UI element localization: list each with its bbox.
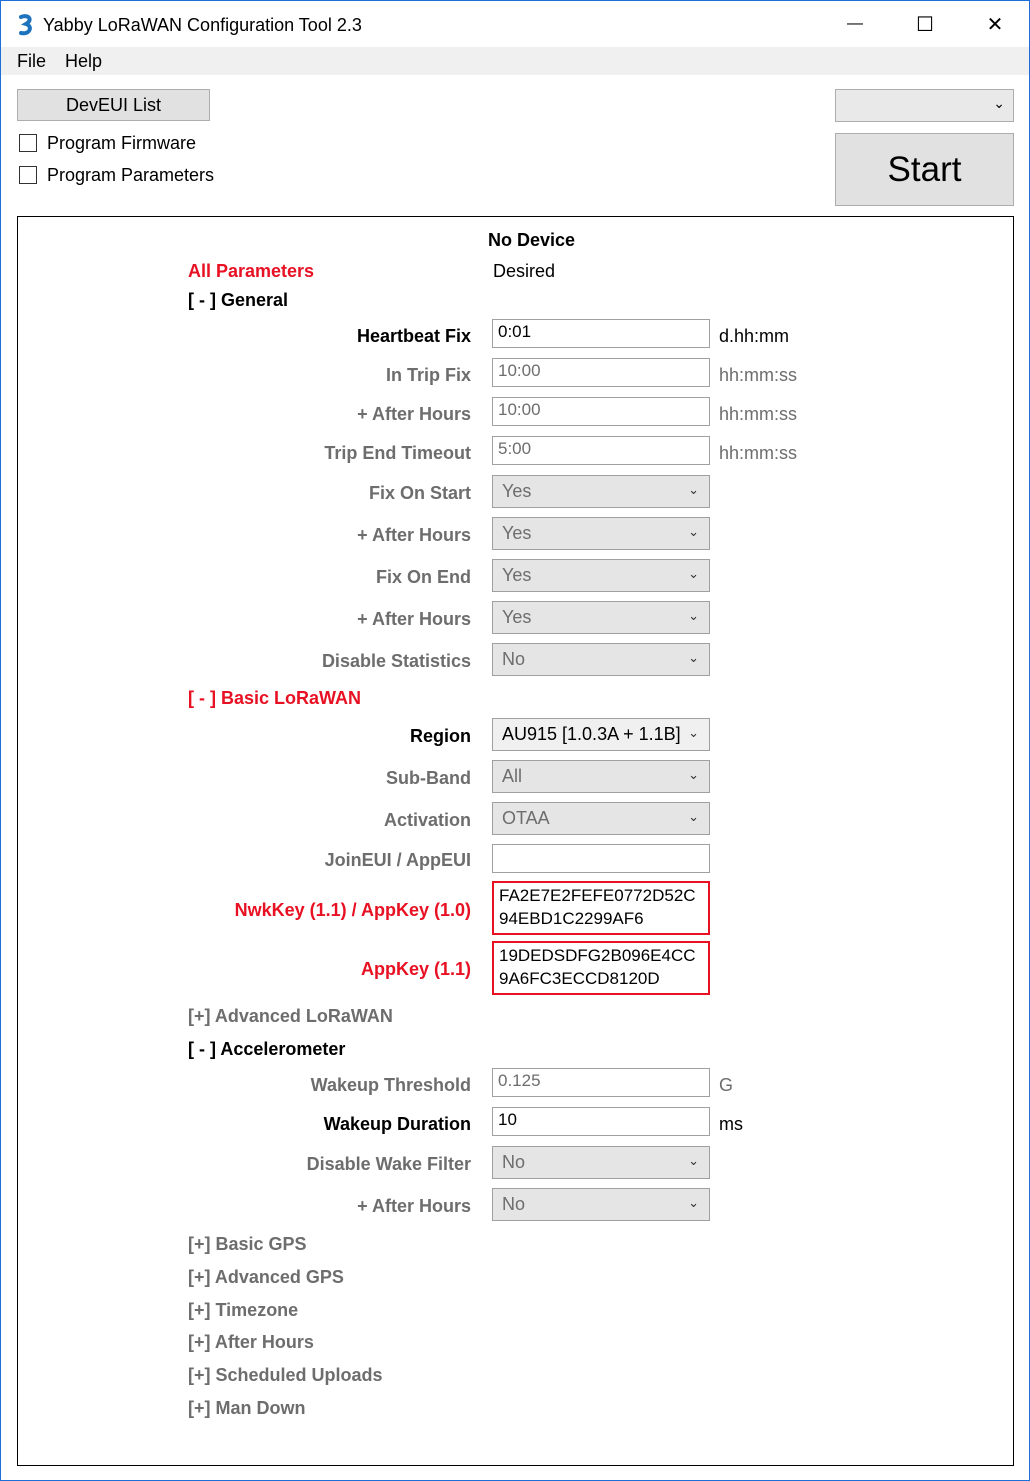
heartbeat-fix-input[interactable]: 0:01 <box>492 319 710 348</box>
fix-on-end-after-hours-label: + After Hours <box>357 609 471 629</box>
in-trip-after-hours-input[interactable]: 10:00 <box>492 397 710 426</box>
title-bar[interactable] <box>1 1 1029 47</box>
section-advanced-gps-toggle[interactable]: [+] Advanced GPS <box>188 1267 344 1287</box>
menu-bar <box>1 47 1029 75</box>
trip-end-timeout-label: Trip End Timeout <box>324 443 471 463</box>
fix-on-end-after-hours-value: Yes <box>502 607 532 627</box>
chevron-down-icon: ⌄ <box>688 524 699 539</box>
sub-band-value: All <box>502 766 523 786</box>
sub-band-select[interactable] <box>492 760 710 793</box>
program-firmware-row[interactable] <box>19 132 196 154</box>
parameter-panel[interactable] <box>17 216 1014 1466</box>
chevron-down-icon: ⌄ <box>688 767 699 782</box>
section-general-toggle[interactable]: [ - ] General <box>188 290 289 310</box>
wakeup-threshold-label: Wakeup Threshold <box>310 1075 471 1095</box>
section-scheduled-uploads-toggle[interactable]: [+] Scheduled Uploads <box>188 1365 383 1385</box>
window-title: Yabby LoRaWAN Configuration Tool 2.3 <box>43 15 362 35</box>
nwkkey-input[interactable]: FA2E7E2FEFE0772D52C94EBD1C2299AF6 <box>492 881 710 935</box>
section-after-hours-toggle[interactable]: [+] After Hours <box>188 1332 314 1352</box>
section-basic-gps-toggle[interactable]: [+] Basic GPS <box>188 1234 307 1254</box>
section-man-down-toggle[interactable]: [+] Man Down <box>188 1398 306 1418</box>
activation-value: OTAA <box>502 808 550 828</box>
nwkkey-label: NwkKey (1.1) / AppKey (1.0) <box>234 900 471 920</box>
region-label: Region <box>410 726 471 746</box>
desired-column-header: Desired <box>493 261 556 281</box>
maximize-button[interactable] <box>891 1 959 47</box>
yabby-logo-icon <box>17 14 35 36</box>
wake-filter-after-hours-value: No <box>502 1194 526 1214</box>
program-parameters-checkbox[interactable] <box>19 166 37 184</box>
device-title: No Device <box>488 230 576 250</box>
joineui-input[interactable] <box>492 844 710 873</box>
fix-on-start-select[interactable] <box>492 475 710 508</box>
wakeup-duration-unit: ms <box>719 1114 743 1134</box>
wake-filter-after-hours-label: + After Hours <box>357 1196 471 1216</box>
disable-wake-filter-value: No <box>502 1152 526 1172</box>
fix-on-end-after-hours-select[interactable] <box>492 601 710 634</box>
fix-on-end-select[interactable] <box>492 559 710 592</box>
sub-band-label: Sub-Band <box>386 768 471 788</box>
disable-statistics-value: No <box>502 649 526 669</box>
appkey-input[interactable]: 19DEDSDFG2B096E4CC9A6FC3ECCD8120D <box>492 941 710 995</box>
heartbeat-fix-unit: d.hh:mm <box>719 326 790 346</box>
wakeup-duration-input[interactable]: 10 <box>492 1107 710 1136</box>
fix-on-end-label: Fix On End <box>375 567 471 587</box>
wakeup-threshold-input[interactable]: 0.125 <box>492 1068 710 1097</box>
in-trip-after-hours-unit: hh:mm:ss <box>719 404 798 424</box>
chevron-down-icon: ⌄ <box>688 725 699 740</box>
in-trip-fix-label: In Trip Fix <box>385 365 471 385</box>
disable-statistics-label: Disable Statistics <box>321 651 471 671</box>
section-timezone-toggle[interactable]: [+] Timezone <box>188 1300 299 1320</box>
section-basic-lorawan-toggle[interactable]: [ - ] Basic LoRaWAN <box>188 688 362 708</box>
chevron-down-icon: ⌄ <box>688 1195 699 1210</box>
trip-end-timeout-input[interactable]: 5:00 <box>492 436 710 465</box>
chevron-down-icon: ⌄ <box>688 566 699 581</box>
deveui-list-button[interactable]: DevEUI List <box>17 89 210 121</box>
section-accelerometer-toggle[interactable]: [ - ] Accelerometer <box>188 1039 346 1059</box>
activation-select[interactable] <box>492 802 710 835</box>
in-trip-fix-input[interactable]: 10:00 <box>492 358 710 387</box>
program-firmware-checkbox[interactable] <box>19 134 37 152</box>
trip-end-timeout-unit: hh:mm:ss <box>719 443 798 463</box>
wakeup-duration-label: Wakeup Duration <box>323 1114 471 1134</box>
all-parameters-link[interactable]: All Parameters <box>188 261 315 281</box>
chevron-down-icon: ⌄ <box>688 608 699 623</box>
program-parameters-row[interactable] <box>19 164 214 186</box>
in-trip-after-hours-label: + After Hours <box>357 404 471 424</box>
wake-filter-after-hours-select[interactable] <box>492 1188 710 1221</box>
close-icon: ✕ <box>986 13 1004 36</box>
fix-on-start-after-hours-label: + After Hours <box>357 525 471 545</box>
port-select[interactable] <box>835 89 1014 122</box>
fix-on-start-value: Yes <box>502 481 532 501</box>
minimize-button[interactable] <box>821 1 889 47</box>
program-firmware-label: Program Firmware <box>47 132 197 153</box>
wakeup-threshold-unit: G <box>719 1075 734 1095</box>
maximize-icon: ☐ <box>916 13 934 36</box>
appkey-label: AppKey (1.1) <box>360 959 471 979</box>
region-select[interactable] <box>492 718 710 751</box>
start-button[interactable]: Start <box>835 133 1014 206</box>
region-value: AU915 [1.0.3A + 1.1B] <box>502 724 681 744</box>
chevron-down-icon: ⌄ <box>688 650 699 665</box>
chevron-down-icon: ⌄ <box>993 95 1005 111</box>
disable-wake-filter-select[interactable] <box>492 1146 710 1179</box>
fix-on-start-after-hours-select[interactable] <box>492 517 710 550</box>
activation-label: Activation <box>383 810 471 830</box>
fix-on-start-after-hours-value: Yes <box>502 523 532 543</box>
section-advanced-lorawan-toggle[interactable]: [+] Advanced LoRaWAN <box>188 1006 393 1026</box>
disable-wake-filter-label: Disable Wake Filter <box>306 1154 471 1174</box>
menu-help[interactable]: Help <box>65 51 103 71</box>
minimize-icon: — <box>847 15 863 32</box>
joineui-label: JoinEUI / AppEUI <box>324 850 471 870</box>
menu-file[interactable]: File <box>17 51 47 71</box>
fix-on-end-value: Yes <box>502 565 532 585</box>
program-parameters-label: Program Parameters <box>47 164 215 185</box>
in-trip-fix-unit: hh:mm:ss <box>719 365 798 385</box>
chevron-down-icon: ⌄ <box>688 482 699 497</box>
close-button[interactable] <box>961 1 1029 47</box>
heartbeat-fix-label: Heartbeat Fix <box>356 326 471 346</box>
fix-on-start-label: Fix On Start <box>368 483 471 503</box>
chevron-down-icon: ⌄ <box>688 809 699 824</box>
disable-statistics-select[interactable] <box>492 643 710 676</box>
chevron-down-icon: ⌄ <box>688 1153 699 1168</box>
